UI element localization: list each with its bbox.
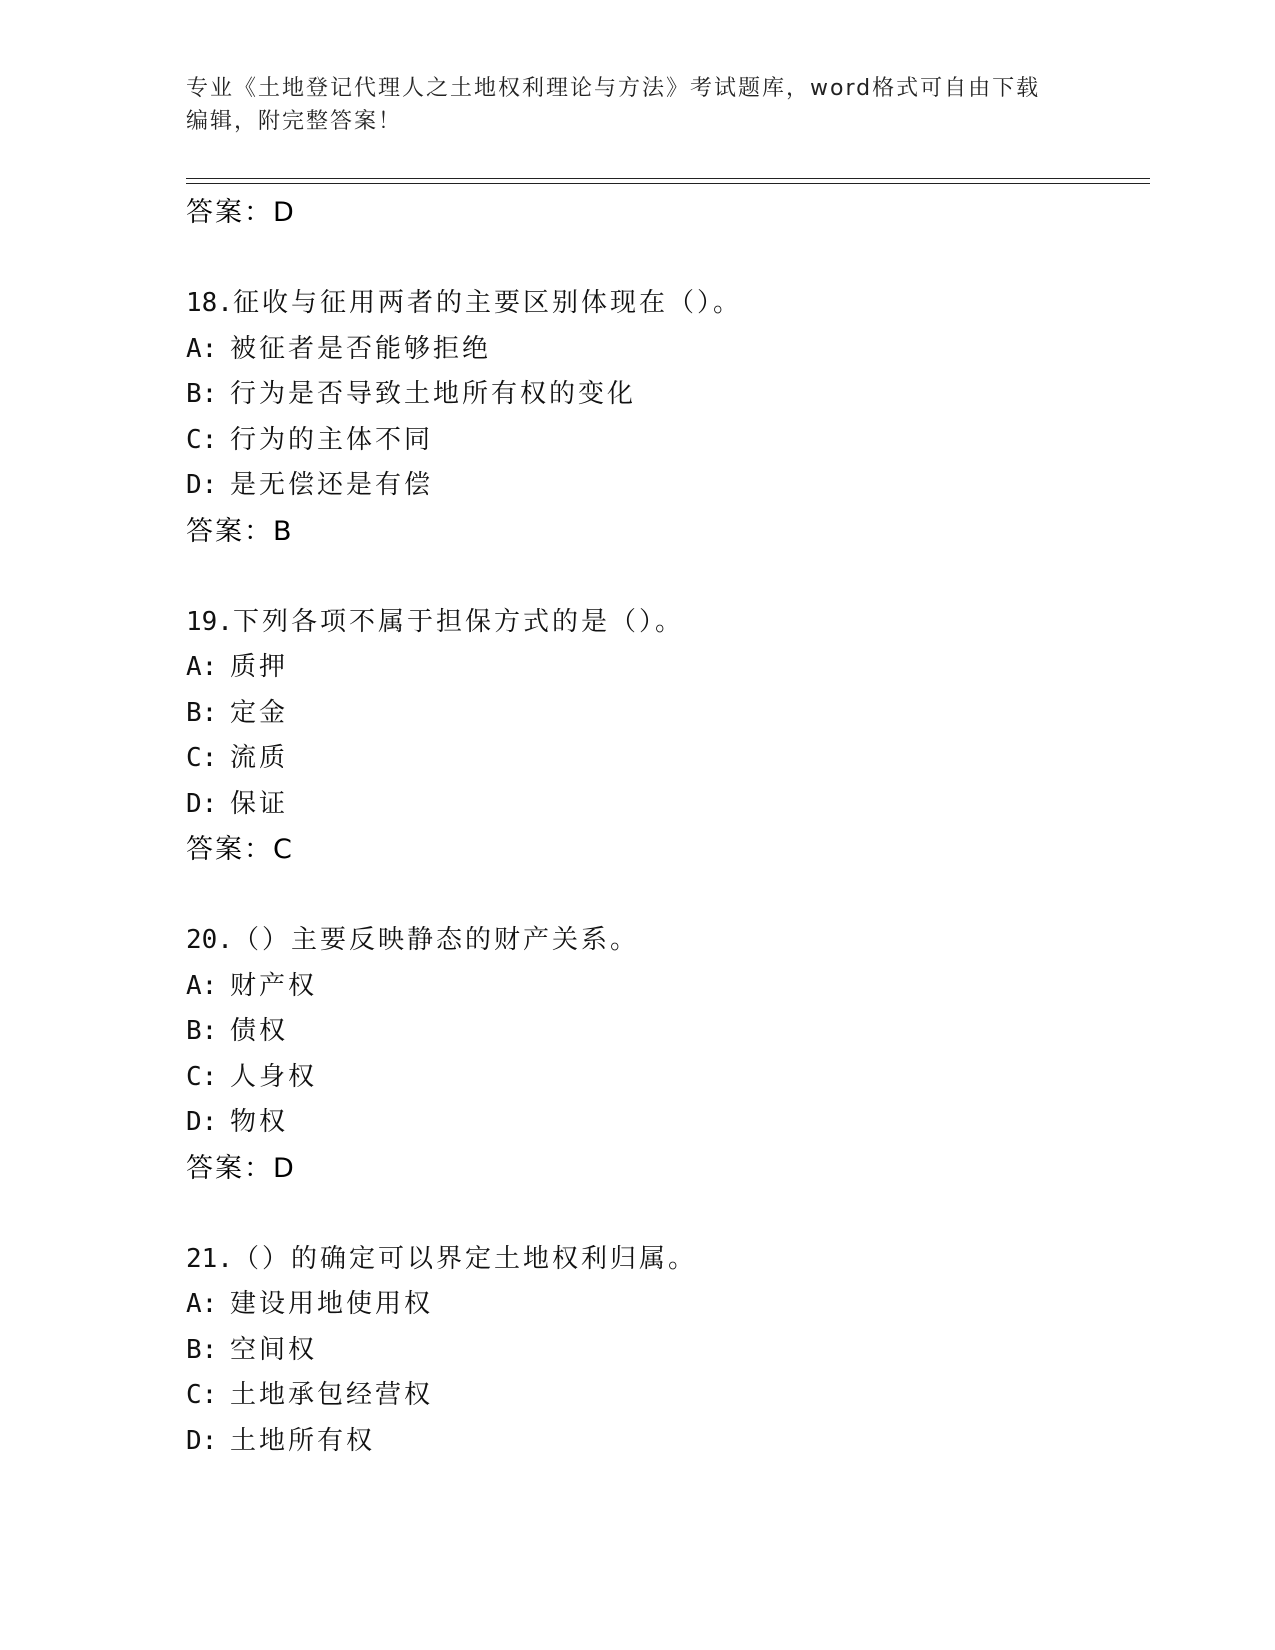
option-b bbox=[186, 1328, 1146, 1374]
header-divider-bottom bbox=[186, 183, 1150, 184]
option-d bbox=[186, 782, 1146, 828]
option-b bbox=[186, 1009, 1146, 1055]
option-text: 质押 bbox=[230, 652, 289, 682]
option-letter: A: bbox=[186, 652, 218, 682]
option-text: 人身权 bbox=[230, 1061, 318, 1092]
option-text: 行为是否导致土地所有权的变化 bbox=[230, 379, 637, 409]
option-text: 被征者是否能够拒绝 bbox=[230, 333, 492, 364]
document-header bbox=[186, 72, 1066, 138]
option-text: 空间权 bbox=[230, 1334, 318, 1365]
previous-answer: 答案：D bbox=[186, 197, 296, 228]
header-line-1: 专业《土地登记代理人之土地权利理论与方法》考试题库，word格式可自由下载 bbox=[186, 76, 1041, 101]
option-d bbox=[186, 1419, 1146, 1465]
option-letter: A: bbox=[186, 1289, 218, 1319]
option-text: 财产权 bbox=[230, 970, 318, 1001]
header-divider-top bbox=[186, 178, 1150, 179]
option-text: 定金 bbox=[230, 697, 289, 728]
question-stem bbox=[186, 918, 1146, 964]
option-text: 建设用地使用权 bbox=[230, 1289, 434, 1319]
spacer bbox=[186, 554, 1146, 600]
option-letter: C: bbox=[186, 743, 218, 773]
option-letter: B: bbox=[186, 1334, 218, 1365]
question-18 bbox=[186, 281, 1146, 554]
option-letter: D: bbox=[186, 1425, 218, 1456]
option-text: 土地所有权 bbox=[230, 1425, 376, 1456]
option-letter: B: bbox=[186, 697, 218, 728]
option-a bbox=[186, 327, 1146, 373]
option-text: 是无偿还是有偿 bbox=[230, 470, 434, 500]
answer-line: 答案：D bbox=[186, 1152, 296, 1184]
question-stem bbox=[186, 600, 1146, 646]
option-text: 行为的主体不同 bbox=[230, 424, 434, 455]
option-letter: A: bbox=[186, 970, 218, 1001]
question-number: 19. bbox=[186, 606, 233, 637]
option-letter: B: bbox=[186, 379, 218, 409]
question-number: 18. bbox=[186, 288, 233, 318]
option-d bbox=[186, 463, 1146, 509]
option-a bbox=[186, 645, 1146, 691]
question-text: （）主要反映静态的财产关系。 bbox=[232, 925, 639, 955]
option-letter: D: bbox=[186, 788, 218, 819]
option-letter: D: bbox=[186, 470, 218, 500]
option-a bbox=[186, 1282, 1146, 1328]
question-stem bbox=[186, 281, 1146, 327]
spacer bbox=[186, 1191, 1146, 1237]
spacer bbox=[186, 873, 1146, 919]
question-20 bbox=[186, 918, 1146, 1191]
option-text: 物权 bbox=[230, 1107, 289, 1137]
option-d bbox=[186, 1100, 1146, 1146]
option-letter: A: bbox=[186, 333, 218, 364]
spacer bbox=[186, 236, 1146, 282]
option-text: 土地承包经营权 bbox=[230, 1380, 434, 1410]
question-number: 21. bbox=[186, 1243, 233, 1274]
option-text: 债权 bbox=[230, 1016, 289, 1046]
option-c bbox=[186, 418, 1146, 464]
option-letter: C: bbox=[186, 424, 218, 455]
option-letter: C: bbox=[186, 1061, 218, 1092]
question-stem bbox=[186, 1237, 1146, 1283]
option-letter: B: bbox=[186, 1016, 218, 1046]
answer-line: 答案：B bbox=[186, 515, 294, 547]
option-text: 流质 bbox=[230, 743, 289, 773]
option-a bbox=[186, 964, 1146, 1010]
question-19 bbox=[186, 600, 1146, 873]
option-letter: C: bbox=[186, 1380, 218, 1410]
answer-line: 答案：C bbox=[186, 834, 294, 865]
option-c bbox=[186, 1373, 1146, 1419]
question-text: （）的确定可以界定土地权利归属。 bbox=[232, 1243, 697, 1274]
option-text: 保证 bbox=[230, 788, 289, 819]
option-c bbox=[186, 736, 1146, 782]
header-line-2: 编辑，附完整答案！ bbox=[186, 109, 403, 134]
question-number: 20. bbox=[186, 925, 233, 955]
question-text: 征收与征用两者的主要区别体现在（）。 bbox=[232, 288, 742, 318]
question-text: 下列各项不属于担保方式的是（）。 bbox=[232, 606, 684, 637]
question-21 bbox=[186, 1237, 1146, 1465]
question-list bbox=[186, 190, 1146, 1464]
option-b bbox=[186, 372, 1146, 418]
option-letter: D: bbox=[186, 1107, 218, 1137]
option-b bbox=[186, 691, 1146, 737]
option-c bbox=[186, 1055, 1146, 1101]
